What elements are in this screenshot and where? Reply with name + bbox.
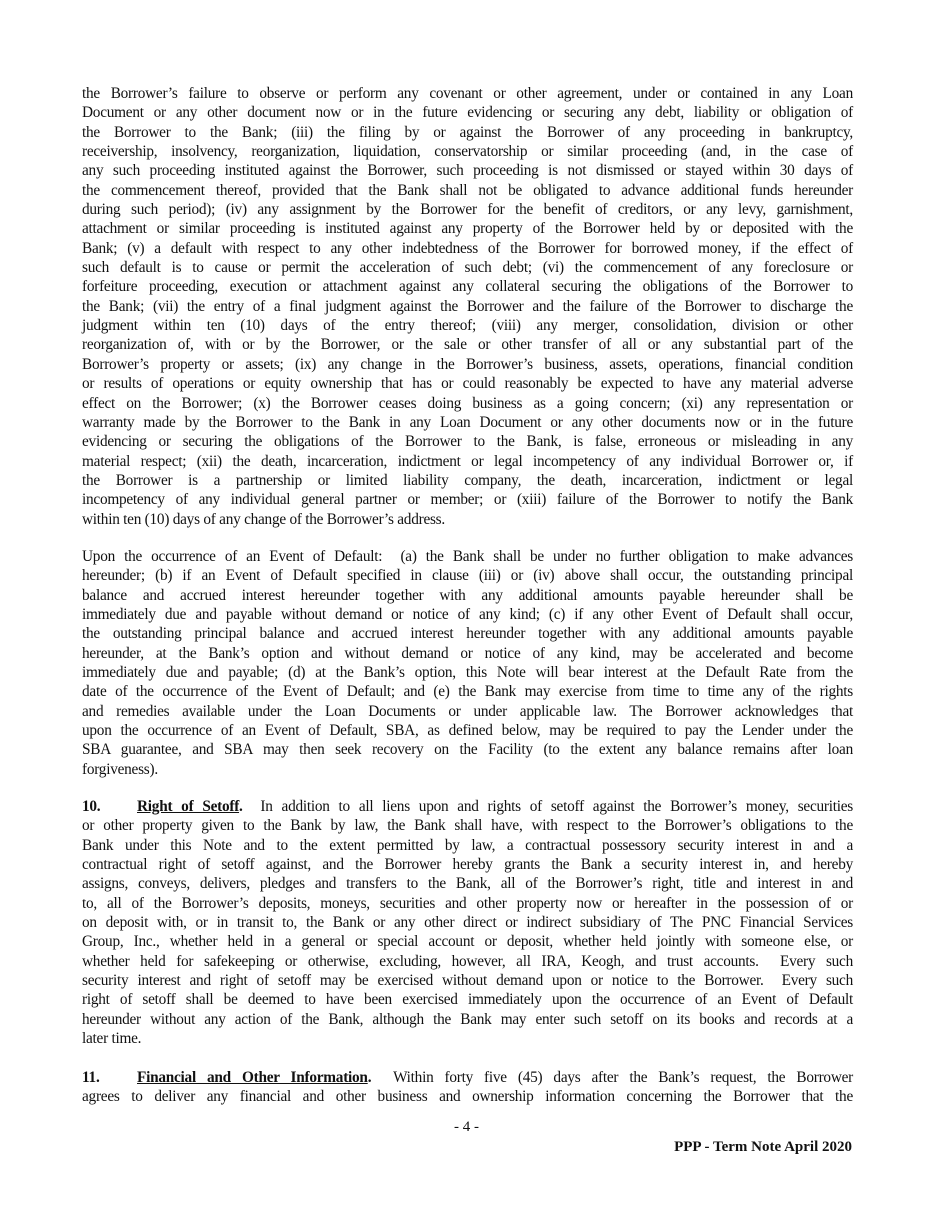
section-number: 10. — [82, 798, 101, 815]
text-line: warranty made by the Borrower to the Bank in any Loan Document or any other documents now or in the future — [82, 413, 853, 431]
text-line: the Borrower to the Bank; (iii) the filing by or against the Borrower of any proceeding in bankruptcy, — [82, 123, 853, 141]
text-line: or results of operations or equity ownership that has or could reasonably be expected to have any material adverse — [82, 375, 853, 393]
text-line: any such proceeding instituted against the Borrower, such proceeding is not dismissed or stayed within 30 days of — [82, 162, 853, 180]
text-line: agrees to deliver any financial and other business and ownership information concerning the Borrower that the — [82, 1088, 853, 1106]
section-first-line-text: In addition to all liens upon and rights of setoff against the Borrower’s money, securities — [242, 798, 853, 815]
section-heading-punct: . — [367, 1069, 372, 1086]
text-line: or other property given to the Bank by law, the Bank shall have, with respect to the Borrower’s obligations to the — [82, 817, 853, 835]
text-line: Bank under this Note and to the extent permitted by law, a contractual possessory security interest in and a — [82, 836, 853, 854]
text-line: contractual right of setoff against, and the Borrower hereby grants the Bank a security interest in, and hereby — [82, 856, 853, 874]
section-11-financial-information — [82, 1068, 853, 1107]
text-line: and remedies available under the Loan Documents or under applicable law. The Borrower acknowledges that — [82, 702, 853, 720]
section-10-right-of-setoff — [82, 797, 853, 1048]
section-first-line-text: Within forty five (45) days after the Bank’s request, the Borrower — [371, 1069, 853, 1086]
section-heading: Financial and Other Information — [137, 1069, 368, 1086]
text-line: security interest and right of setoff may be exercised without demand upon or notice to the Borrower. Every such — [82, 972, 853, 990]
text-line: to, all of the Borrower’s deposits, moneys, securities and other property now or hereafter in the possession of or — [82, 894, 853, 912]
text-line: upon the occurrence of an Event of Default, SBA, as defined below, may be required to pay the Lender under the — [82, 722, 853, 740]
text-line: date of the occurrence of the Event of Default; and (e) the Bank may exercise from time to time any of the rights — [82, 683, 853, 701]
text-line: whether held for safekeeping or otherwise, excluding, however, all IRA, Keogh, and trust accounts. Every such — [82, 952, 853, 970]
text-line: Bank; (v) a default with respect to any other indebtedness of the Borrower for borrowed money, if the effect of — [82, 239, 853, 257]
text-line: right of setoff shall be deemed to have been exercised immediately upon the occurrence of an Event of Default — [82, 991, 853, 1009]
text-line: the Borrower is a partnership or limited liability company, the death, incarceration, indictment or legal — [82, 471, 853, 489]
section-heading-punct: . — [239, 798, 243, 815]
text-line: during such period); (iv) any assignment by the Borrower for the benefit of creditors, or any levy, garnishment, — [82, 201, 853, 219]
text-line: the Borrower’s failure to observe or perform any covenant or other agreement, under or contained in any Loan — [82, 85, 853, 102]
text-line: immediately due and payable without demand or notice of any kind; (c) if any other Event of Default shall occur, — [82, 606, 853, 624]
page-number: - 4 - — [454, 1119, 479, 1135]
document-title-footer: PPP - Term Note April 2020 — [674, 1139, 852, 1155]
text-line: Borrower’s property or assets; (ix) any change in the Borrower’s business, assets, operations, financial condition — [82, 355, 853, 373]
text-line: forgiveness). — [82, 760, 158, 778]
text-line: within ten (10) days of any change of the Borrower’s address. — [82, 510, 445, 528]
text-line: immediately due and payable; (d) at the Bank’s option, this Note will bear interest at the Default Rate from the — [82, 664, 853, 682]
section-first-line — [82, 1068, 853, 1087]
text-line: hereunder, at the Bank’s option and without demand or notice of any kind, may be accelerated and become — [82, 644, 853, 662]
text-line: on deposit with, or in transit to, the Bank or any other direct or indirect subsidiary of The PNC Financial Services — [82, 914, 853, 932]
text-line: later time. — [82, 1030, 142, 1048]
text-line: Document or any other document now or in the future evidencing or securing any debt, liability or obligation of — [82, 104, 853, 122]
text-line: Upon the occurrence of an Event of Default: (a) the Bank shall be under no further obligation to make advances — [82, 548, 853, 565]
text-line: balance and accrued interest hereunder together with any additional amounts payable hereunder shall be — [82, 586, 853, 604]
paragraph-upon-occurrence — [82, 547, 853, 779]
section-first-line — [82, 797, 853, 816]
text-line: hereunder; (b) if an Event of Default specified in clause (iii) or (iv) above shall occur, the outstanding principal — [82, 567, 853, 585]
text-line: incompetency of any individual general partner or member; or (xiii) failure of the Borrower to notify the Bank — [82, 491, 853, 509]
text-line: such default is to cause or permit the acceleration of such debt; (vi) the commencement of any foreclosure or — [82, 259, 853, 277]
text-line: Group, Inc., whether held in a general or special account or deposit, whether held jointly with someone else, or — [82, 933, 853, 951]
text-line: SBA guarantee, and SBA may then seek recovery on the Facility (to the extent any balance remains after loan — [82, 741, 853, 759]
text-line: receivership, insolvency, reorganization, liquidation, conservatorship or similar proceeding (and, in the case of — [82, 143, 853, 161]
text-line: the commencement thereof, provided that the Bank shall not be obligated to advance additional funds hereunder — [82, 181, 853, 199]
text-line: the outstanding principal balance and accrued interest hereunder together with any additional amounts payable — [82, 625, 853, 643]
section-number: 11. — [82, 1069, 100, 1086]
text-line: effect on the Borrower; (x) the Borrower ceases doing business as a going concern; (xi) any representation or — [82, 394, 853, 412]
text-line: forfeiture proceeding, execution or attachment against any collateral securing the obligations of the Borrower to — [82, 278, 853, 296]
paragraph-events-of-default — [82, 84, 853, 529]
section-heading: Right of Setoff — [137, 798, 240, 815]
text-line: the Bank; (vii) the entry of a final judgment against the Borrower and the failure of the Borrower to discharge the — [82, 297, 853, 315]
text-line: judgment within ten (10) days of the entry thereof; (viii) any merger, consolidation, division or other — [82, 317, 853, 335]
text-line: attachment or similar proceeding is instituted against any property of the Borrower held by or deposited with the — [82, 220, 853, 238]
text-line: material respect; (xii) the death, incarceration, indictment or legal incompetency of any individual Borrower or, if — [82, 452, 853, 470]
text-line: reorganization of, with or by the Borrower, or the sale or other transfer of all or any substantial part of the — [82, 336, 853, 354]
text-line: evidencing or securing the obligations of the Borrower to the Bank, is false, erroneous or misleading in any — [82, 433, 853, 451]
text-line: assigns, conveys, delivers, pledges and transfers to the Bank, all of the Borrower’s right, title and interest in and — [82, 875, 853, 893]
text-line: hereunder without any action of the Bank, although the Bank may enter such setoff on its books and records at a — [82, 1010, 853, 1028]
